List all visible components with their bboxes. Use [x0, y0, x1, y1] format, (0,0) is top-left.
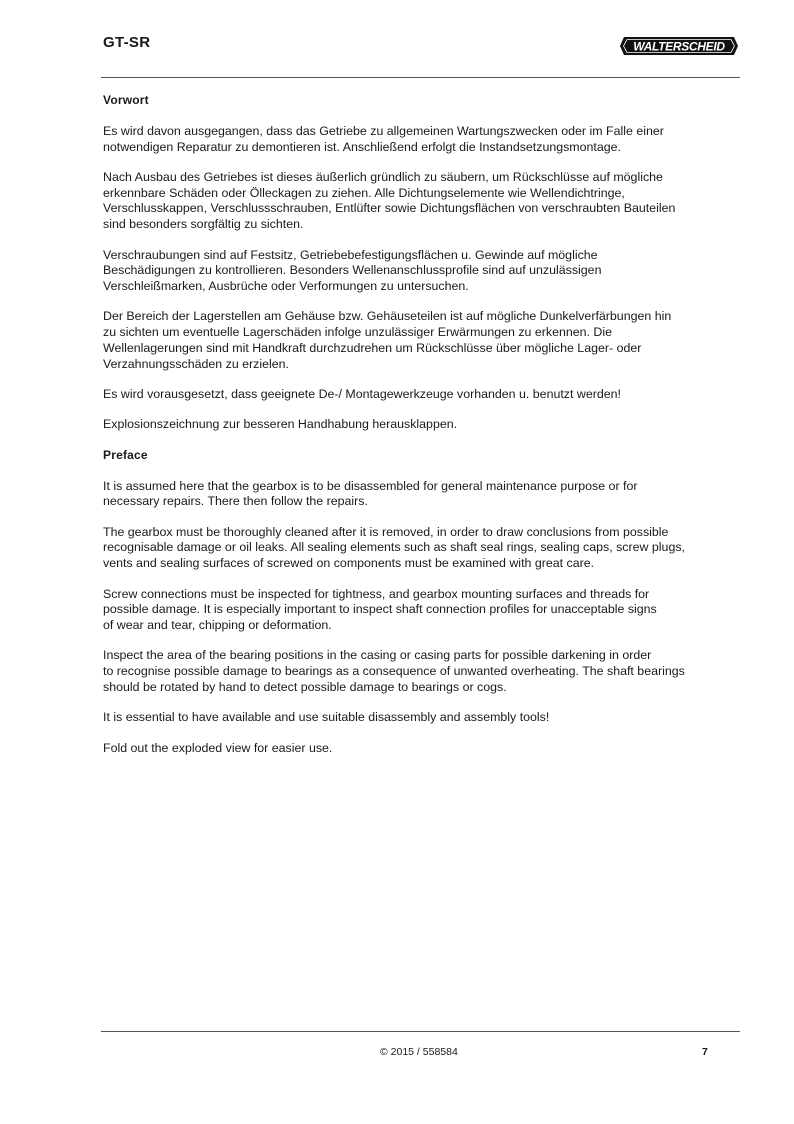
paragraph	[103, 309, 743, 372]
section-heading-vorwort: Vorwort	[103, 93, 149, 107]
footer-divider	[101, 1031, 740, 1032]
page-number: 7	[702, 1046, 708, 1058]
walterscheid-logo	[620, 35, 738, 57]
section-vorwort	[103, 93, 743, 433]
paragraph	[103, 170, 743, 233]
paragraph	[103, 525, 743, 572]
text-line: necessary repairs. There then follow the repairs.	[103, 494, 368, 509]
text-line: possible damage. It is especially important to inspect shaft connection profiles for unacceptable signs	[103, 602, 657, 617]
text-line: zu sichten um eventuelle Lagerschäden infolge unzulässiger Erwärmungen zu erkennen. Die	[103, 325, 613, 340]
text-line: sind besonders sorgfältig zu sichten.	[103, 217, 304, 232]
text-line: Der Bereich der Lagerstellen am Gehäuse bzw. Gehäuseteilen ist auf mögliche Dunkelverfärbungen hin	[103, 309, 672, 324]
text-line: Nach Ausbau des Getriebes ist dieses äußerlich gründlich zu säubern, um Rückschlüsse auf mögliche	[103, 169, 663, 184]
text-line: It is essential to have available and use suitable disassembly and assembly tools!	[103, 710, 550, 725]
text-line: Verschlusskappen, Verschlussschrauben, Entlüfter sowie Dichtungsflächen von verschraubten Bauteilen	[103, 201, 676, 216]
text-line: vents and sealing surfaces of screwed on components must be examined with great care.	[103, 556, 595, 571]
text-line: Explosionszeichnung zur besseren Handhabung herausklappen.	[103, 417, 458, 432]
text-line: of wear and tear, chipping or deformation.	[103, 618, 332, 633]
text-line: Es wird vorausgesetzt, dass geeignete De-/ Montagewerkzeuge vorhanden u. benutzt werden!	[103, 387, 621, 402]
paragraph	[103, 479, 743, 511]
text-line: Inspect the area of the bearing positions in the casing or casing parts for possible darkening in order	[103, 648, 652, 663]
svg-text:WALTERSCHEID: WALTERSCHEID	[633, 39, 725, 54]
paragraph	[103, 248, 743, 295]
paragraph	[103, 648, 743, 695]
paragraph	[103, 417, 743, 433]
paragraph	[103, 387, 743, 403]
text-line: Verzahnungsschäden zu erzielen.	[103, 356, 289, 371]
paragraph	[103, 710, 743, 726]
text-line: Fold out the exploded view for easier use.	[103, 740, 333, 755]
text-line: should be rotated by hand to detect possible damage to bearings or cogs.	[103, 680, 507, 695]
text-line: Beschädigungen zu kontrollieren. Besonders Wellenanschlussprofile sind auf unzulässigen	[103, 263, 602, 278]
copyright-notice: © 2015 / 558584	[380, 1046, 458, 1058]
text-line: to recognise possible damage to bearings as a consequence of unwanted overheating. The shaft bearings	[103, 664, 685, 679]
text-line: Verschleißmarken, Ausbrüche oder Verformungen zu untersuchen.	[103, 279, 469, 294]
section-preface	[103, 448, 743, 757]
text-line: erkennbare Schäden oder Ölleckagen zu ziehen. Alle Dichtungselemente wie Wellendichtringe,	[103, 185, 625, 200]
section-heading-preface: Preface	[103, 447, 148, 462]
page-content	[103, 93, 743, 771]
text-line: Screw connections must be inspected for tightness, and gearbox mounting surfaces and threads for	[103, 586, 650, 601]
header-divider	[101, 77, 740, 78]
text-line: recognisable damage or oil leaks. All sealing elements such as shaft seal rings, sealing caps, screw plugs,	[103, 540, 685, 555]
text-line: The gearbox must be thoroughly cleaned after it is removed, in order to draw conclusions from possible	[103, 524, 669, 539]
text-line: Verschraubungen sind auf Festsitz, Getriebebefestigungsflächen u. Gewinde auf mögliche	[103, 247, 598, 262]
document-title: GT-SR	[103, 34, 151, 51]
text-line: notwendigen Reparatur zu demontieren ist. Anschließend erfolgt die Instandsetzungsmontage.	[103, 139, 621, 154]
text-line: Wellenlagerungen sind mit Handkraft durchzudrehen um Rückschlüsse über mögliche Lager- oder	[103, 341, 642, 356]
paragraph	[103, 741, 743, 757]
paragraph	[103, 587, 743, 634]
text-line: It is assumed here that the gearbox is to be disassembled for general maintenance purpose or for	[103, 478, 638, 493]
paragraph	[103, 124, 743, 156]
text-line: Es wird davon ausgegangen, dass das Getriebe zu allgemeinen Wartungszwecken oder im Falle einer	[103, 123, 664, 138]
